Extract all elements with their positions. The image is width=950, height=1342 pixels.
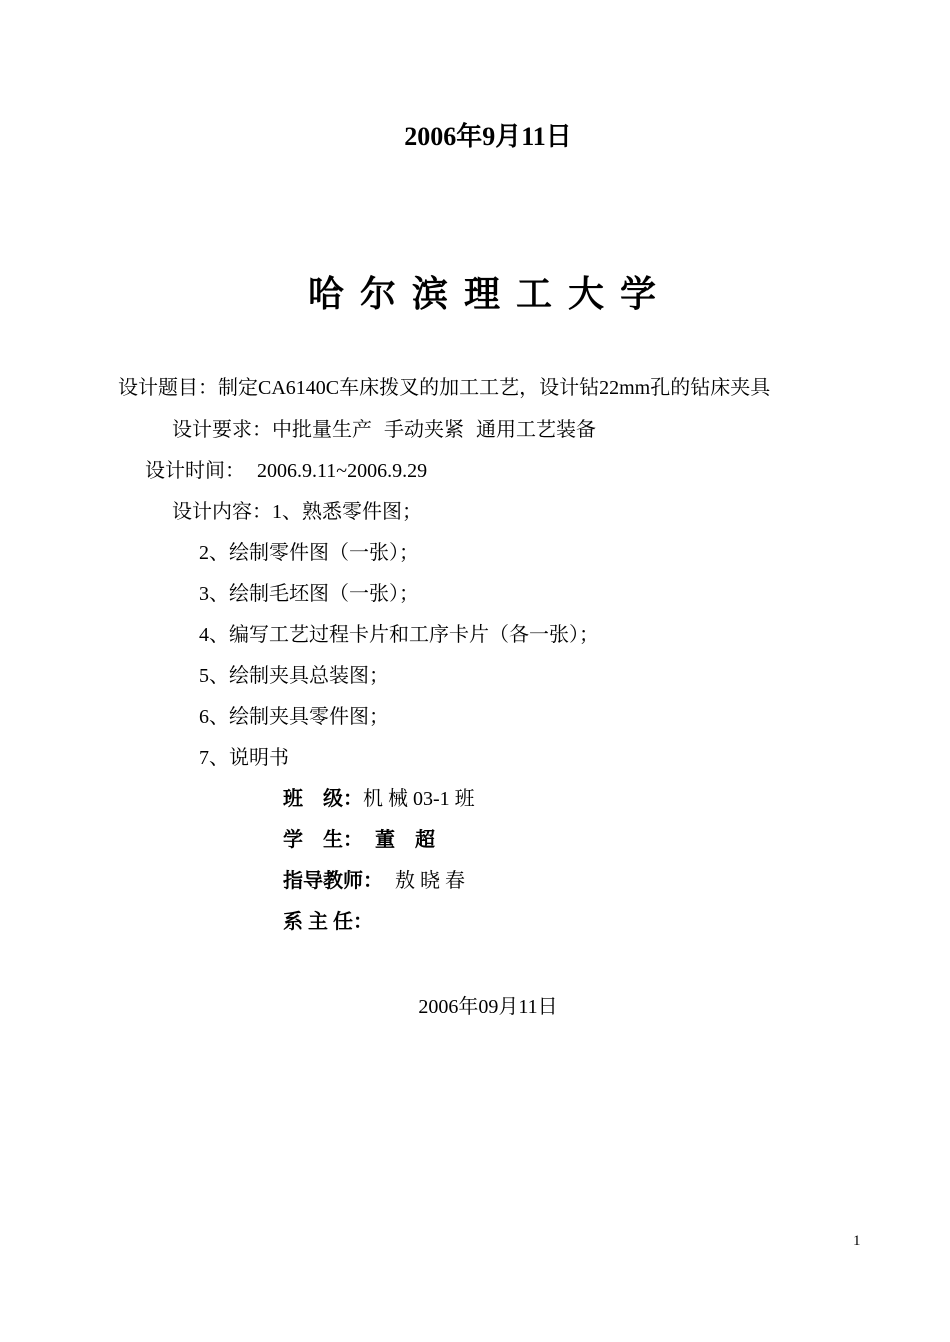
design-content [172,500,422,524]
content-item: 3、绘制毛坯图（一张）； [199,583,419,605]
director-label: 系 主 任： [283,911,373,933]
content-label: 设计内容： [172,501,272,523]
requirements-label: 设计要求： [172,419,272,441]
content-item: 2、绘制零件图（一张）； [199,542,419,564]
header-date: 2006年9月11日 [404,122,572,151]
class-label: 班 级： [283,788,363,810]
design-topic: 设计题目：制定CA6140C车床拨叉的加工工艺，设计钻22mm孔的钻床夹具 [118,377,771,399]
advisor-row [283,869,465,893]
requirement-item: 中批量生产 [272,419,372,441]
content-item: 4、编写工艺过程卡片和工序卡片（各一张）； [199,624,599,646]
class-value: 机 械 03-1 班 [363,788,475,810]
content-item: 5、绘制夹具总装图； [199,665,389,687]
design-time [145,459,427,483]
advisor-label: 指导教师： [283,870,383,892]
design-requirements [172,418,596,442]
footer-date: 2006年09月11日 [418,996,558,1018]
student-value: 董 超 [375,829,435,851]
page-number: 1 [853,1233,861,1249]
time-label: 设计时间： [145,460,245,482]
class-row [283,787,475,811]
requirement-item: 通用工艺装备 [476,419,596,441]
student-row [283,828,435,852]
requirement-item: 手动夹紧 [384,419,464,441]
content-item: 6、绘制夹具零件图； [199,706,389,728]
student-label: 学 生： [283,829,363,851]
university-title: 哈尔滨理工大学 [307,274,672,314]
advisor-value: 敖 晓 春 [395,870,465,892]
time-value: 2006.9.11~2006.9.29 [257,460,428,482]
content-item: 7、说明书 [199,747,289,769]
content-item: 1、熟悉零件图； [272,501,422,523]
